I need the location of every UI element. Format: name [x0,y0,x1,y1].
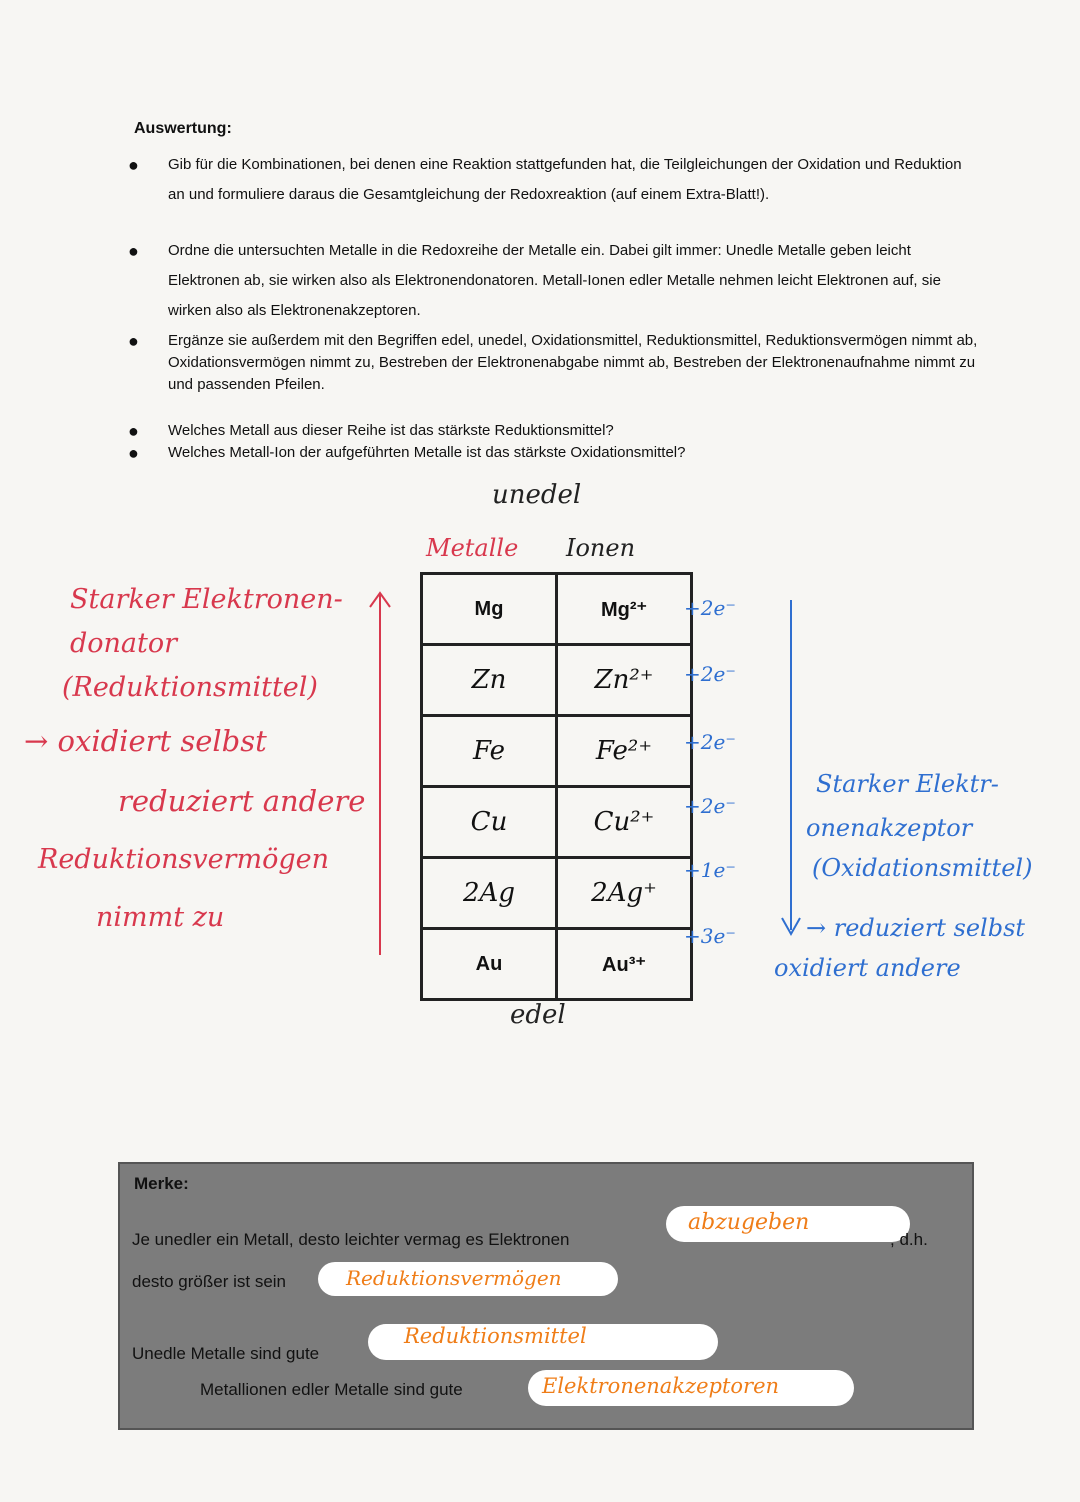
table-row: 2Ag 2Ag⁺ [422,858,692,929]
merke-line-3: Unedle Metalle sind gute [132,1344,320,1363]
bullet-icon: ● [128,443,139,463]
filled-answer: abzugeben [688,1210,810,1235]
acceptor-note-line: → reduziert selbst [806,914,1026,942]
donor-note-line: nimmt zu [96,902,225,933]
merke-line-1: Je unedler ein Metall, desto leichter vermag es Elektronen [132,1230,570,1249]
electron-count: +1e⁻ [684,858,736,882]
task-item: ● Gib für die Kombinationen, bei denen eine Reaktion stattgefunden hat, die Teilgleichungen der Oxidation und Reduktion an und formuliere daraus die Gesamtgleichung der Redoxreaktion (auf einem Extra-Blatt!). [128,150,978,210]
electron-count: +2e⁻ [684,662,736,686]
electron-count: +2e⁻ [684,794,736,818]
filled-answer: Elektronenakzeptoren [542,1374,780,1398]
merke-line-4: Metallionen edler Metalle sind gute [200,1380,463,1399]
down-arrow-icon [776,596,806,940]
table-row: Au Au³⁺ [422,929,692,1000]
table-row: Fe Fe²⁺ [422,716,692,787]
acceptor-note-line: onenakzeptor [806,814,973,842]
merke-box: Merke: Je unedler ein Metall, desto leichter vermag es Elektronen abzugeben , d.h. desto größer ist sein Reduktionsvermögen Unedle Metalle sind gute Reduktionsmittel Metallionen edler Metalle sind gute Elektronenakzeptoren [118,1162,974,1430]
metals-column-label: Metalle [426,534,519,562]
donor-note-line: → oxidiert selbst [24,724,267,758]
bullet-icon: ● [128,155,139,175]
task-item: ● Ergänze sie außerdem mit den Begriffen edel, unedel, Oxidationsmittel, Reduktionsmittel, Reduktionsvermögen nimmt ab, Oxidationsvermögen nimmt zu, Bestreben der Elektronenabgabe nimmt ab, Bestreben der Elektronenaufnahme nimmt zu und passenden Pfeilen. [128,330,978,396]
edel-label: edel [510,1000,566,1030]
table-row: Mg Mg²⁺ [422,574,692,645]
redox-series-table [420,572,693,1001]
task-item: ● Welches Metall-Ion der aufgeführten Metalle ist das stärkste Oxidationsmittel? [128,443,686,463]
electron-count: +3e⁻ [684,924,736,948]
bullet-icon: ● [128,241,139,261]
bullet-icon: ● [128,331,139,351]
task-item: ● Ordne die untersuchten Metalle in die Redoxreihe der Metalle ein. Dabei gilt immer: Unedle Metalle geben leicht Elektronen ab, sie wirken also als Elektronendonatoren. Metall-Ionen edler Metalle nehmen leicht Elektronen auf, sie wirken also als Elektronenakzeptoren. [128,236,978,326]
acceptor-note-line: oxidiert andere [774,954,961,982]
donor-note-line: Reduktionsvermögen [38,844,329,875]
table-row: Cu Cu²⁺ [422,787,692,858]
ions-column-label: Ionen [566,534,636,562]
electron-count: +2e⁻ [684,596,736,620]
up-arrow-icon [360,585,400,965]
merke-line-2: desto größer ist sein [132,1272,287,1291]
filled-answer: Reduktionsmittel [404,1324,587,1348]
acceptor-note-line: (Oxidationsmittel) [812,854,1033,882]
unedel-label: unedel [492,480,582,510]
filled-answer: Reduktionsvermögen [346,1266,562,1290]
acceptor-note-line: Starker Elektr- [816,770,999,798]
task-item: ● Welches Metall aus dieser Reihe ist das stärkste Reduktionsmittel? [128,421,614,441]
donor-note-line: Starker Elektronen- [70,584,343,615]
donor-note-line: (Reduktionsmittel) [62,672,318,703]
donor-note-line: reduziert andere [118,784,366,818]
bullet-icon: ● [128,421,139,441]
section-heading: Auswertung: [134,120,232,137]
table-row: Zn Zn²⁺ [422,645,692,716]
merke-label: Merke: [134,1174,189,1193]
donor-note-line: donator [70,628,178,659]
electron-count: +2e⁻ [684,730,736,754]
